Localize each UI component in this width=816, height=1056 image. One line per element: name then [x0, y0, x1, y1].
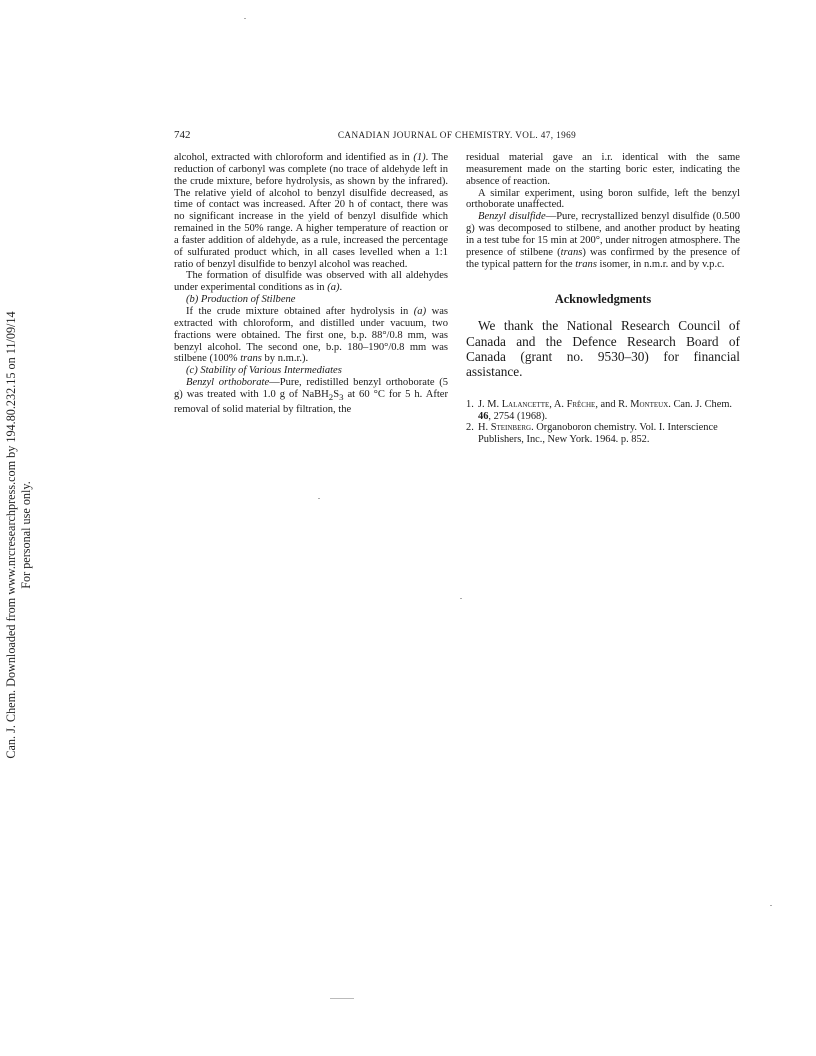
scan-speck [318, 498, 320, 499]
subsection-heading: (b) Production of Stilbene [186, 294, 296, 306]
download-notice-line2: For personal use only. [19, 481, 33, 589]
left-column [174, 152, 448, 416]
acknowledgments-heading: Acknowledgments [554, 292, 652, 307]
scan-speck [330, 998, 354, 999]
section-ref: (a) [327, 282, 340, 294]
running-head: CANADIAN JOURNAL OF CHEMISTRY. VOL. 47, 1969 [337, 130, 577, 140]
scan-speck [460, 598, 462, 599]
paragraph: If the crude mixture obtained after hydrolysis in (a) was extracted with chloroform, and distilled under vacuum, two fractions were obtained. The first one, b.p. 88°/0.8 mm, was benzyl alcohol. The second one, b.p. 180–190°/0.8 mm was stilbene (100% trans by n.m.r.). [174, 305, 448, 365]
page-number: 742 [174, 129, 191, 141]
paragraph: residual material gave an i.r. identical with the same measurement made on the starting boric ester, indicating the absence of reaction. [466, 152, 740, 187]
citation-ref: (1) [413, 152, 426, 163]
right-column [466, 152, 740, 446]
paragraph: A similar experiment, using boron sulfide, left the benzyl orthoborate unaffected. [466, 187, 740, 211]
paragraph-lead: Benzyl orthoborate [186, 377, 270, 389]
subsection-heading: (c) Stability of Various Intermediates [186, 365, 342, 377]
paragraph: The formation of disulfide was observed with all aldehydes under experimental conditions as in (a). [174, 270, 448, 294]
download-sidebar [4, 285, 38, 785]
paragraph: alcohol, extracted with chloroform and identified as in (1). The reduction of carbonyl was complete (no trace of aldehyde left in the crude mixture, before hydrolysis, as shown by the infrared). The relative yield of alcohol to benzyl disulfide decreased, as time of contact was increased. After 20 h of contact, there was no significant increase in the yield of benzyl disulfide which remained in the 50% range. A higher temperature of reaction or a faster addition of aldehyde, as a rule, increased the percentage of sulfurated product which, in all cases levelled when a 1:1 ratio of benzyl disulfide to benzyl alcohol was reached. [174, 152, 449, 270]
paragraph-lead: Benzyl disulfide [478, 211, 546, 223]
scan-speck [244, 18, 246, 19]
scan-speck [770, 905, 772, 906]
reference-number: 2. [466, 422, 474, 434]
download-notice [4, 285, 38, 785]
paragraph: Benzyl orthoborate—Pure, redistilled benzyl orthoborate (5 g) was treated with 1.0 g of $NaBH_2S_3$ at 60 °C for 5 h. After removal of solid material by filtration, the [174, 377, 448, 415]
download-notice-line1: Can. J. Chem. Downloaded from www.nrcresearchpress.com by 194.80.232.15 on 11/09/14 [4, 311, 18, 759]
paragraph: Benzyl disulfide—Pure, recrystallized benzyl disulfide (0.500 g) was decomposed to stilbene, and another product by heating in a test tube for 15 min at 200°, under nitrogen atmosphere. The presence of stilbene (trans) was confirmed by the presence of the typical pattern for the trans isomer, in n.m.r. and by v.p.c. [466, 211, 740, 270]
reference-item: 1. J. M. Lalancette, A. Frêche, and R. Monteux. Can. J. Chem. 46, 2754 (1968). [466, 398, 733, 422]
reference-list [466, 399, 740, 446]
reference-item: 2. H. Steinberg. Organoboron chemistry. Vol. I. Interscience Publishers, Inc., New York. 1964. p. 852. [466, 422, 718, 446]
section-ref: (a) [413, 305, 427, 317]
page-header [174, 129, 740, 143]
reference-number: 1. [466, 398, 474, 410]
acknowledgments-text: We thank the National Research Council of Canada and the Defence Research Board of Canada (grant no. 9530–30) for financial assistance. [466, 318, 740, 379]
